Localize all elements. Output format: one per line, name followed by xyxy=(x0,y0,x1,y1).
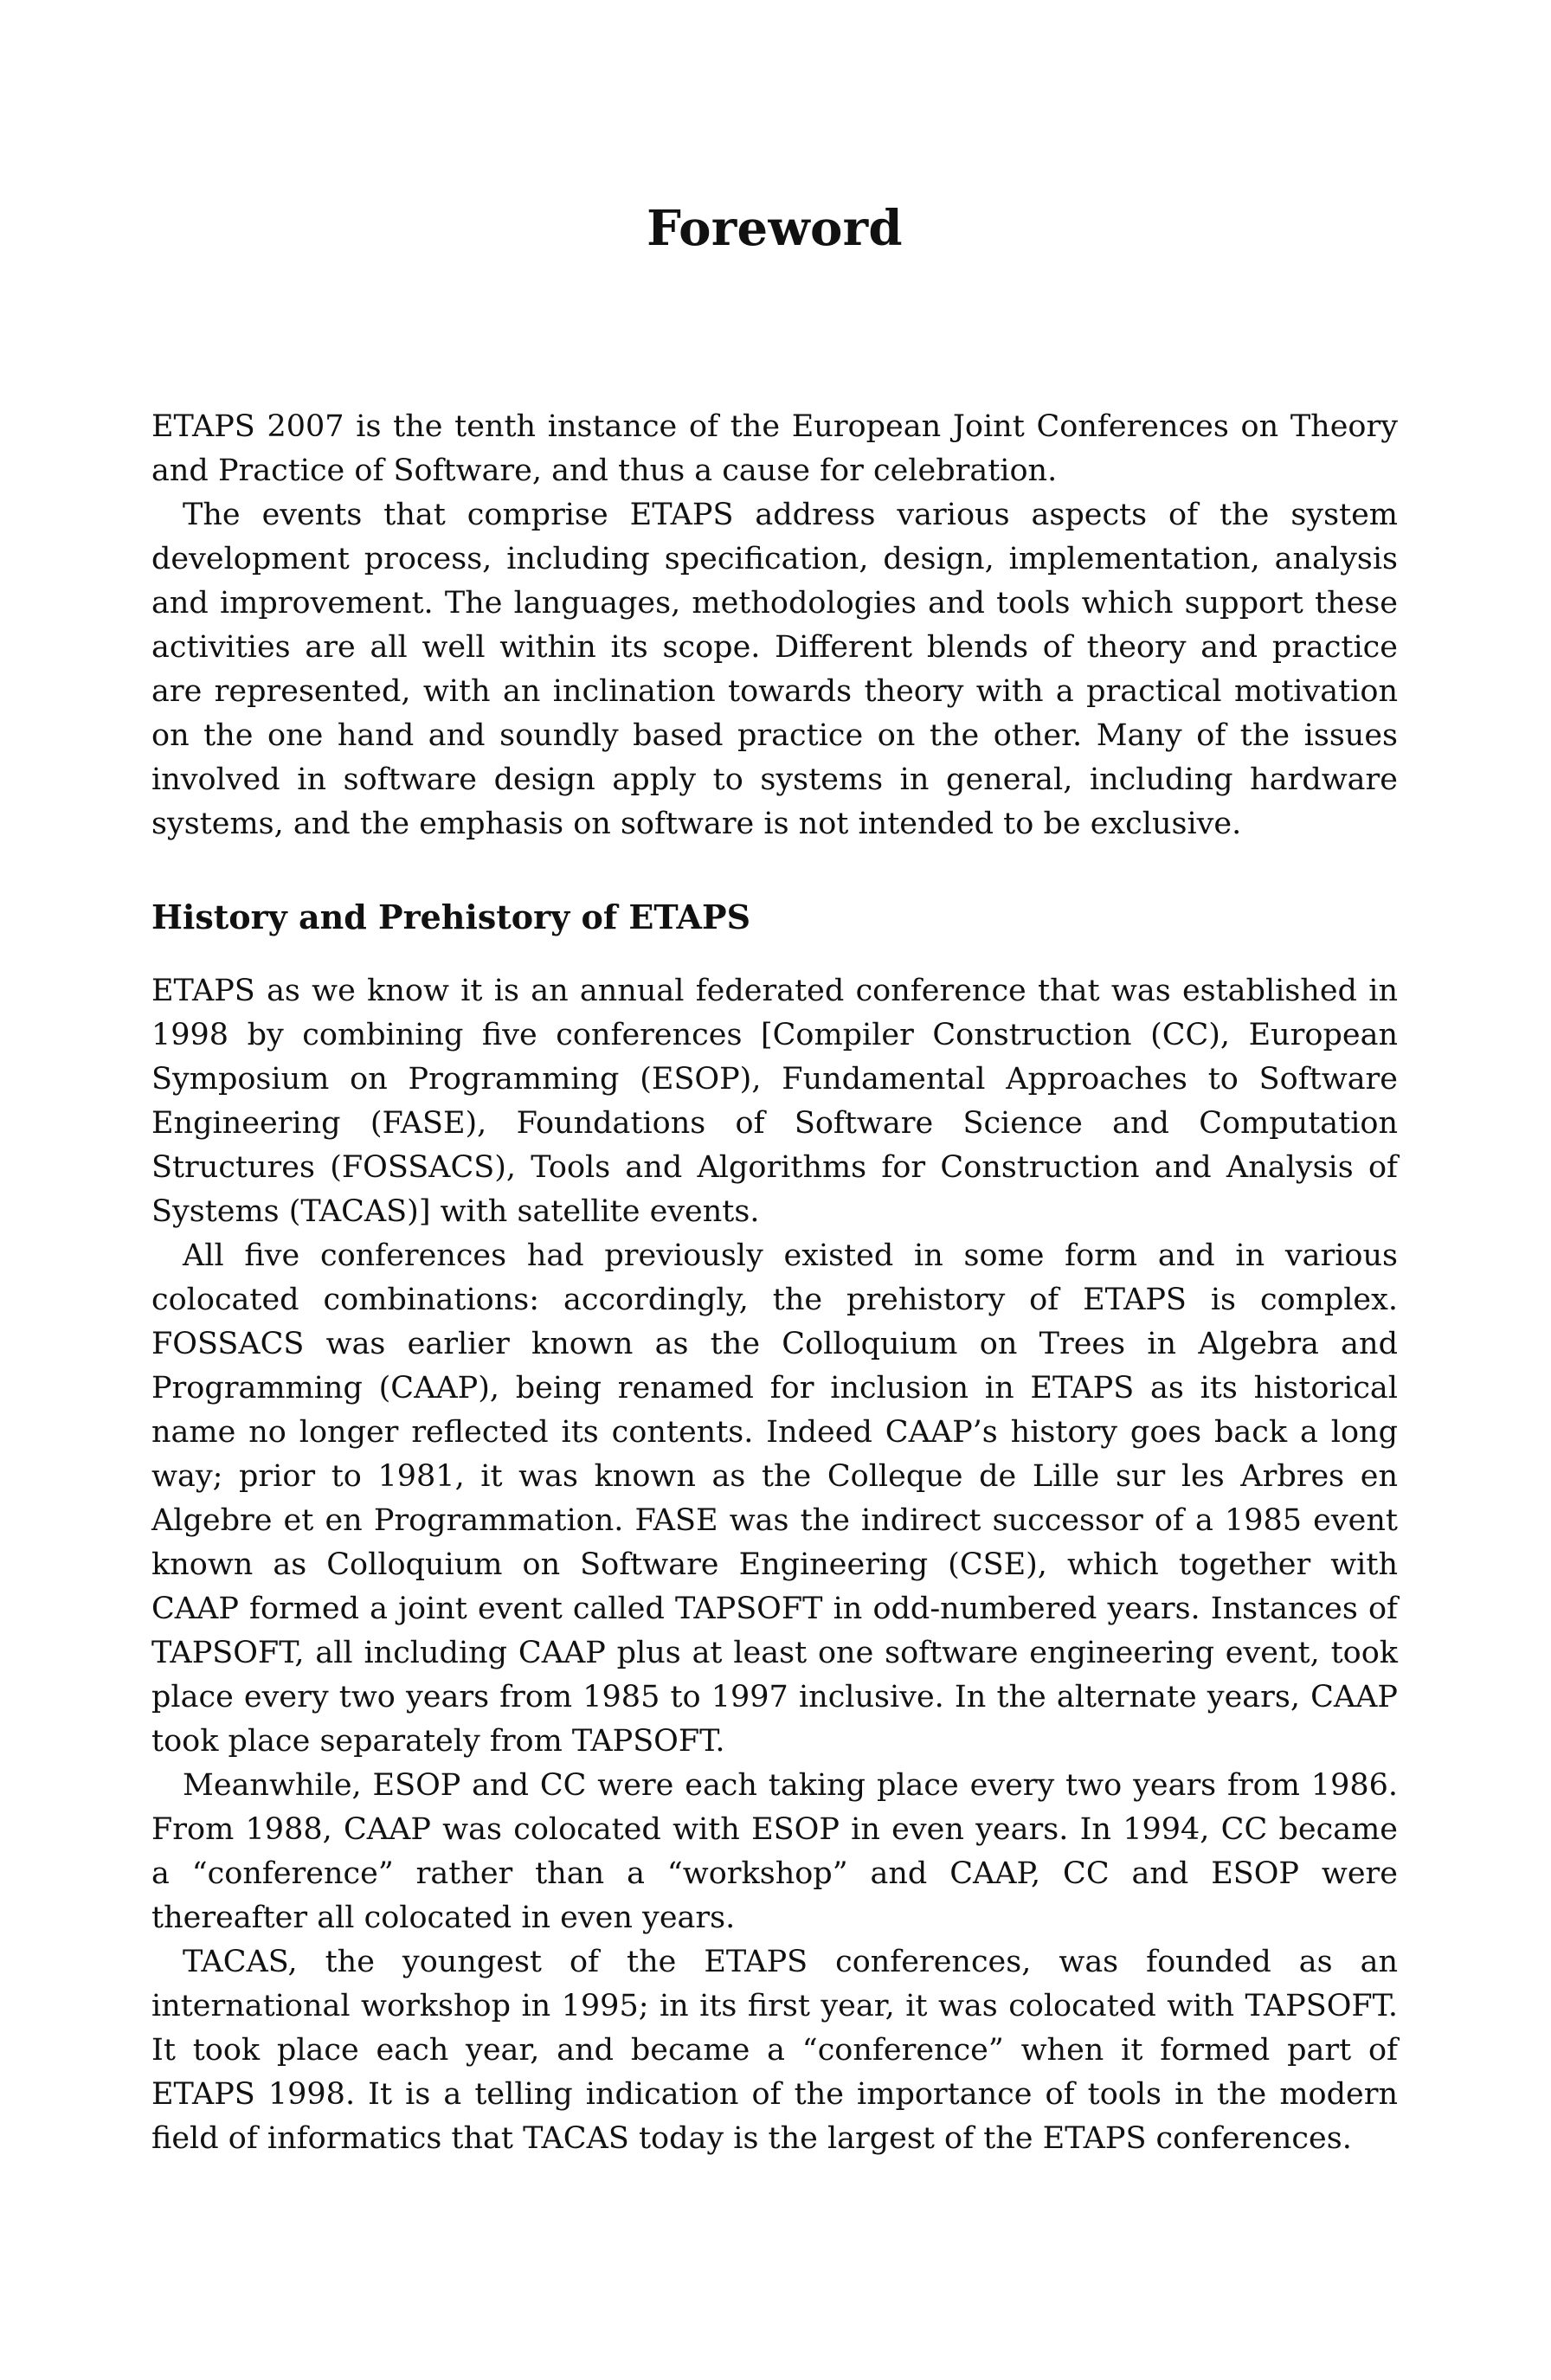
page-title: Foreword xyxy=(647,199,903,257)
history-paragraph-2: All five conferences had previously existed in some form and in various colocated combinations: accordingly, the prehistory of ETAPS is complex. FOSSACS was earlier known as the Colloquium on Trees in Algebra and Programming (CAAP), being renamed for inclusion in ETAPS as its historical name no longer reflected its contents. Indeed CAAP’s history goes back a long way; prior to 1981, it was known as the Colleque de Lille sur les Arbres en Algebre et en Programmation. FASE was the indirect successor of a 1985 event known as Colloquium on Software Engineering (CSE), which together with CAAP formed a joint event called TAPSOFT in odd-numbered years. Instances of TAPSOFT, all including CAAP plus at least one software engineering event, took place every two years from 1985 to 1997 inclusive. In the alternate years, CAAP took place separately from TAPSOFT. xyxy=(151,1238,1398,1759)
history-paragraph-3: Meanwhile, ESOP and CC were each taking place every two years from 1986. From 1988, CAAP was colocated with ESOP in even years. In 1994, CC became a “conference” rather than a “workshop” and CAAP, CC and ESOP were thereafter all colocated in even years. xyxy=(151,1768,1398,1935)
foreword-body xyxy=(151,405,1398,2161)
intro-paragraph-1: ETAPS 2007 is the tenth instance of the European Joint Conferences on Theory and Practice of Software, and thus a cause for celebration. xyxy=(151,409,1398,488)
history-paragraph-4: TACAS, the youngest of the ETAPS conferences, was founded as an international workshop in 1995; in its first year, it was colocated with TAPSOFT. It took place each year, and became a “conference” when it formed part of ETAPS 1998. It is a telling indication of the importance of tools in the modern field of informatics that TACAS today is the largest of the ETAPS conferences. xyxy=(151,1945,1398,2156)
intro-paragraph-2: The events that comprise ETAPS address various aspects of the system development process, including specification, design, implementation, analysis and improvement. The languages, methodologies and tools which support these activities are all well within its scope. Different blends of theory and practice are represented, with an inclination towards theory with a practical motivation on the one hand and soundly based practice on the other. Many of the issues involved in software design apply to systems in general, including hardware systems, and the emphasis on software is not intended to be exclusive. xyxy=(151,498,1398,841)
section-heading-history: History and Prehistory of ETAPS xyxy=(151,897,751,936)
history-paragraph-1: ETAPS as we know it is an annual federated conference that was established in 1998 by combining five conferences [Compiler Construction (CC), European Symposium on Programming (ESOP), Fundamental Approaches to Software Engineering (FASE), Foundations of Software Science and Computation Structures (FOSSACS), Tools and Algorithms for Construction and Analysis of Systems (TACAS)] with satellite events. xyxy=(151,974,1398,1229)
